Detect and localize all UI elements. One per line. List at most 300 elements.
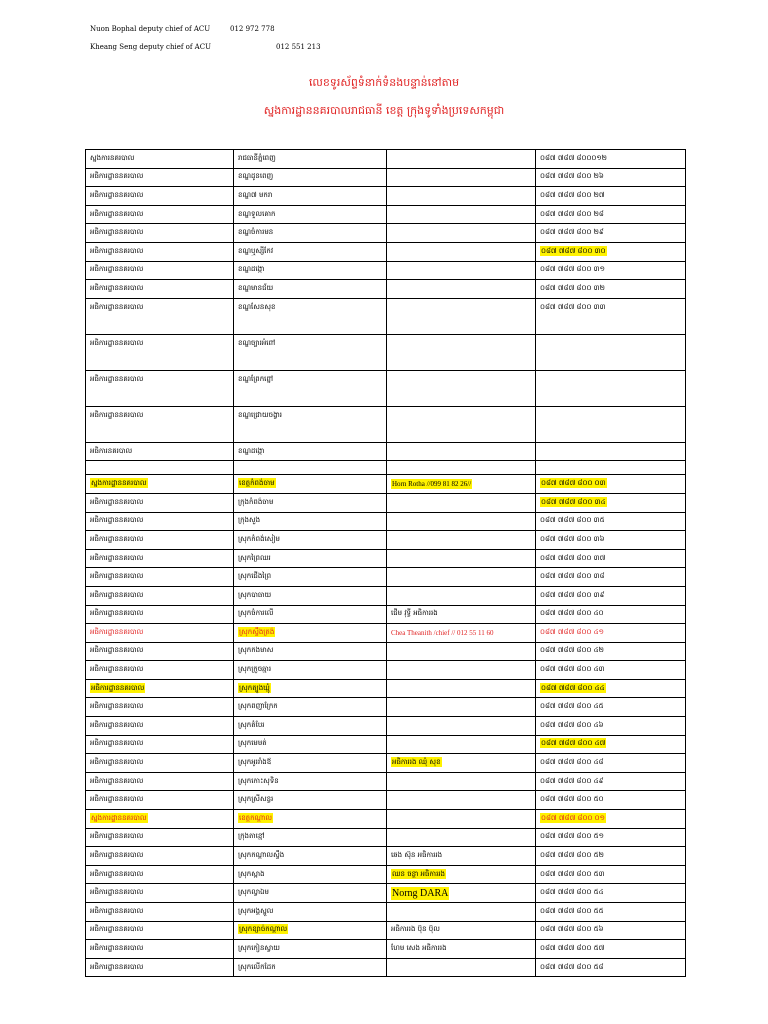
org-cell-text: អធិការដ្ឋាននគរបាល xyxy=(90,338,144,347)
table-row xyxy=(86,903,686,922)
org-cell-text: អធិការដ្ឋាននគរបាល xyxy=(90,869,144,878)
org-cell-text: អធិការដ្ឋាននគរបាល xyxy=(90,209,144,218)
contact-cell xyxy=(387,921,536,940)
contact-cell xyxy=(387,298,536,334)
table-row xyxy=(86,205,686,224)
unit-cell xyxy=(234,754,387,773)
phone-cell xyxy=(536,370,686,406)
unit-cell xyxy=(234,442,387,461)
table-row xyxy=(86,698,686,717)
contact-cell xyxy=(387,642,536,661)
table-row xyxy=(86,187,686,206)
table-row xyxy=(86,828,686,847)
org-cell xyxy=(86,187,234,206)
unit-cell xyxy=(234,605,387,624)
org-cell xyxy=(86,150,234,169)
unit-cell-text: ខេត្តកំពង់ចាម xyxy=(239,479,275,488)
phone-cell-text: ០៨៧ ៧៨៧ ៨០០ ៣៥ xyxy=(540,516,605,525)
contact-name: Nuon Bophal deputy chief of ACU xyxy=(90,25,211,33)
unit-cell-text: ស្រុកលើកដែក xyxy=(238,962,276,971)
unit-cell-text: ស្រុកស្រីសន្ធរ xyxy=(238,795,274,804)
table-row xyxy=(86,940,686,959)
unit-cell xyxy=(234,150,387,169)
phone-cell xyxy=(536,921,686,940)
unit-cell xyxy=(234,493,387,512)
table-row xyxy=(86,549,686,568)
contact-cell xyxy=(387,224,536,243)
org-cell xyxy=(86,642,234,661)
phone-cell xyxy=(536,958,686,977)
unit-cell xyxy=(234,334,387,370)
table-row xyxy=(86,921,686,940)
org-cell xyxy=(86,531,234,550)
unit-cell xyxy=(234,624,387,643)
phone-cell-text: ០៨៧ ៧៨៧ ៨០០ ៥៧ xyxy=(540,943,605,952)
org-cell-text: អធិការដ្ឋាននគរបាល xyxy=(90,832,144,841)
contact-cell xyxy=(387,406,536,442)
phone-cell-text: ០៨៧ ៧៨៧ ៨០០ ២៦ xyxy=(540,172,604,181)
contact-cell xyxy=(387,475,536,494)
phone-cell xyxy=(536,698,686,717)
unit-cell xyxy=(234,168,387,187)
unit-cell xyxy=(234,642,387,661)
phone-cell xyxy=(536,847,686,866)
table-row xyxy=(86,847,686,866)
phone-cell xyxy=(536,717,686,736)
contact-cell xyxy=(387,847,536,866)
contact-cell xyxy=(387,568,536,587)
org-cell-text: អធិការដ្ឋាននគរបាល xyxy=(90,758,144,767)
contact-cell xyxy=(387,828,536,847)
org-cell xyxy=(86,280,234,299)
org-cell xyxy=(86,624,234,643)
unit-cell-text: ខណ្ឌជ្រោយចង្វារ xyxy=(238,410,282,419)
phone-cell xyxy=(536,605,686,624)
contact-cell-text: ជើម វុទ្ធី អធិការរង xyxy=(391,609,438,618)
phone-cell-text: ០៨៧ ៧៨៧ ៨០០ ៥៦ xyxy=(540,925,604,934)
phone-cell xyxy=(536,475,686,494)
table-row xyxy=(86,224,686,243)
phone-cell xyxy=(536,568,686,587)
table-row xyxy=(86,624,686,643)
phone-cell-text: ០៨៧ ៧៨៧ ៨០០ ៣៣ xyxy=(540,302,606,311)
phone-cell-text: ០៨៧ ៧៨៧ ៨០០ ៥២ xyxy=(540,851,604,860)
table-row xyxy=(86,754,686,773)
org-cell-text: ស្នងការដ្ឋាននគរបាល xyxy=(91,479,147,488)
unit-cell-text: រាជធានីភ្នំពេញ xyxy=(238,153,276,162)
table-row xyxy=(86,370,686,406)
phone-cell xyxy=(536,810,686,829)
contact-cell xyxy=(387,717,536,736)
phone-cell xyxy=(536,791,686,810)
contact-cell xyxy=(387,810,536,829)
org-cell-text: អធិការដ្ឋាននគរបាល xyxy=(90,776,144,785)
contact-phone: 012 551 213 xyxy=(276,43,321,51)
unit-cell xyxy=(234,828,387,847)
phone-cell-text: ០៨៧ ៧៨៧ ៨០០ ៣៤ xyxy=(541,497,606,506)
org-cell xyxy=(86,370,234,406)
contact-cell xyxy=(387,187,536,206)
unit-cell xyxy=(234,549,387,568)
phone-cell xyxy=(536,168,686,187)
phone-cell-text: ០៨៧ ៧៨៧ ៨០០ ៥៣ xyxy=(540,869,605,878)
contact-cell xyxy=(387,461,536,475)
phone-cell-text: ០៨៧ ៧៨៧ ៨០០ ៣៩ xyxy=(540,590,605,599)
unit-cell xyxy=(234,810,387,829)
blank-row xyxy=(86,461,686,475)
unit-cell-text: ស្រុកចំការលើ xyxy=(238,609,274,618)
phone-cell-text: ០៨៧ ៧៨៧ ៨០០ ៤៤ xyxy=(541,683,605,692)
org-cell-text: អធិការដ្ឋាននគរបាល xyxy=(90,795,144,804)
org-cell xyxy=(86,661,234,680)
phone-cell xyxy=(536,461,686,475)
phone-cell-text: ០៨៧ ៧៨៧ ៨០០ ៥០ xyxy=(540,795,604,804)
unit-cell xyxy=(234,679,387,698)
contact-cell xyxy=(387,624,536,643)
org-cell xyxy=(86,205,234,224)
table-row xyxy=(86,810,686,829)
contact-cell xyxy=(387,549,536,568)
contact-cell xyxy=(387,150,536,169)
phone-cell-text: ០៨៧ ៧៨៧ ៨០០ ៤១ xyxy=(540,627,604,636)
contact-cell xyxy=(387,772,536,791)
org-cell-text: អធិការដ្ឋាននគរបាល xyxy=(90,190,144,199)
table-row xyxy=(86,568,686,587)
contact-cell xyxy=(387,754,536,773)
phone-cell xyxy=(536,493,686,512)
unit-cell-text: ស្រុកកៀនស្វាយ xyxy=(238,943,280,952)
unit-cell-text: ខណ្ឌច្បារអំពៅ xyxy=(238,338,276,347)
unit-cell-text: ស្រុកក្រូចឆ្មារ xyxy=(238,665,272,674)
unit-cell-text: ស្រុកខ្សាច់កណ្តាល xyxy=(239,925,288,934)
table-row xyxy=(86,865,686,884)
phone-cell-text: ០៨៧ ៧៨៧ ៨០០ ៤៧ xyxy=(541,739,606,748)
phone-cell xyxy=(536,298,686,334)
org-cell xyxy=(86,586,234,605)
phone-cell-text: ០៨៧ ៧៨៧ ៨០០ ៤៣ xyxy=(540,665,605,674)
contact-cell xyxy=(387,531,536,550)
table-row xyxy=(86,884,686,903)
org-cell-text: អធិការដ្ឋាននគរបាល xyxy=(90,888,144,897)
org-cell xyxy=(86,735,234,754)
org-cell-text: អធិការដ្ឋាននគរបាល xyxy=(90,851,144,860)
contact-cell xyxy=(387,958,536,977)
unit-cell xyxy=(234,717,387,736)
org-cell-text: អធិការដ្ឋាននគរបាល xyxy=(90,553,144,562)
phone-cell-text: ០៨៧ ៧៨៧ ៨០០០១២ xyxy=(540,153,607,162)
unit-cell xyxy=(234,940,387,959)
table-row xyxy=(86,334,686,370)
phone-cell-text: ០៨៧ ៧៨៧ ៨០០ ៣៦ xyxy=(540,534,605,543)
phone-cell-text: ០៨៧ ៧៨៧ ៨០០ ៣២ xyxy=(540,283,605,292)
phone-cell xyxy=(536,735,686,754)
contact-phone: 012 972 778 xyxy=(230,25,275,33)
table-row xyxy=(86,475,686,494)
org-cell xyxy=(86,168,234,187)
contact-cell-text: ហែម សេង អធិការរង xyxy=(391,943,447,952)
phone-cell-text: ០៨៧ ៧៨៧ ៨០០ ៥១ xyxy=(540,832,604,841)
unit-cell-text: ស្រុកជើងព្រៃ xyxy=(238,572,272,581)
unit-cell xyxy=(234,661,387,680)
phone-cell-text: ០៨៧ ៧៨៧ ៨០០ ៤០ xyxy=(540,609,604,618)
phone-cell xyxy=(536,205,686,224)
org-cell-text: អធិការដ្ឋាននគរបាល xyxy=(90,906,144,915)
unit-cell-text: ស្រុកព្រៃឈរ xyxy=(238,553,271,562)
unit-cell-text: ខណ្ឌទួលគោក xyxy=(238,209,276,218)
contact-cell xyxy=(387,791,536,810)
org-cell-text: អធិការដ្ឋាននគរបាល xyxy=(90,172,144,181)
unit-cell xyxy=(234,958,387,977)
org-cell-text: អធិការដ្ឋាននគរបាល xyxy=(90,302,144,311)
unit-cell xyxy=(234,280,387,299)
table-row xyxy=(86,298,686,334)
phone-cell xyxy=(536,903,686,922)
unit-cell-text: ស្រុកមេមត់ xyxy=(238,739,267,748)
org-cell-text: អធិការដ្ឋាននគរបាល xyxy=(90,516,144,525)
table-row xyxy=(86,958,686,977)
org-cell-text: អធិការដ្ឋាននគរបាល xyxy=(90,627,144,636)
unit-cell-text: ស្រុកកណ្តាលស្ទឹង xyxy=(238,851,285,860)
table-row xyxy=(86,242,686,261)
unit-cell-text: ខណ្ឌដង្កោ xyxy=(238,446,265,455)
org-cell-text: អធិការដ្ឋាននគរបាល xyxy=(90,962,144,971)
unit-cell xyxy=(234,224,387,243)
unit-cell-text: ស្រុកតំបែរ xyxy=(238,720,265,729)
phone-cell-text: ០៨៧ ៧៨៧ ៨០០ ០១ xyxy=(541,813,605,822)
unit-cell-text: ស្រុកអង្គស្នួល xyxy=(238,906,274,915)
contact-cell xyxy=(387,940,536,959)
contact-cell-text: អធិការរង ប៊ុន ប៊ុល xyxy=(391,925,440,934)
org-cell-text: អធិការដ្ឋាននគរបាល xyxy=(90,228,144,237)
phone-cell-text: ០៨៧ ៧៨៧ ៨០០ ០៣ xyxy=(541,479,606,488)
phone-cell-text: ០៨៧ ៧៨៧ ៨០០ ៣៧ xyxy=(540,553,606,562)
org-cell-text: អធិការដ្ឋាននគរបាល xyxy=(90,720,144,729)
unit-cell-text: ខណ្ឌដូនពេញ xyxy=(238,172,274,181)
unit-cell-text: ក្រុងកំពង់ចាម xyxy=(238,497,274,506)
unit-cell-text: ស្រុកល្វាឯម xyxy=(238,888,269,897)
table-row xyxy=(86,280,686,299)
phone-cell-text: ០៨៧ ៧៨៧ ៨០០ ៤២ xyxy=(540,646,604,655)
phone-cell xyxy=(536,531,686,550)
unit-cell xyxy=(234,531,387,550)
org-cell xyxy=(86,772,234,791)
unit-cell-text: ស្រុកពញាក្រែក xyxy=(238,702,278,711)
phone-cell xyxy=(536,624,686,643)
phone-cell xyxy=(536,865,686,884)
org-cell xyxy=(86,493,234,512)
phone-cell xyxy=(536,586,686,605)
org-cell-text: អធិការដ្ឋាននគរបាល xyxy=(90,572,144,581)
org-cell-text: ស្នងការដ្ឋាននគរបាល xyxy=(91,813,147,822)
table-row xyxy=(86,679,686,698)
contact-cell xyxy=(387,442,536,461)
table-row xyxy=(86,261,686,280)
unit-cell-text: ស្រុកកងមាស xyxy=(238,646,274,655)
unit-cell-text: ស្រុកស្អាង xyxy=(238,869,265,878)
org-cell xyxy=(86,754,234,773)
contact-cell-text: Norng DARA xyxy=(392,887,449,899)
unit-cell-text: ខណ្ឌដង្កោ xyxy=(238,265,265,274)
phone-cell xyxy=(536,187,686,206)
org-cell-text: អធិការដ្ឋាននគរបាល xyxy=(90,943,144,952)
unit-cell-text: ខណ្ឌព្រែកព្នៅ xyxy=(238,374,274,383)
phone-cell xyxy=(536,334,686,370)
org-cell xyxy=(86,549,234,568)
unit-cell xyxy=(234,884,387,903)
contact-cell xyxy=(387,865,536,884)
org-cell xyxy=(86,512,234,531)
unit-cell xyxy=(234,586,387,605)
org-cell-text: អធិការដ្ឋាននគរបាល xyxy=(90,410,144,419)
phone-cell-text: ០៨៧ ៧៨៧ ៨០០ ២៨ xyxy=(540,209,604,218)
contact-cell xyxy=(387,280,536,299)
unit-cell xyxy=(234,847,387,866)
phone-cell-text: ០៨៧ ៧៨៧ ៨០០ ៣១ xyxy=(540,265,605,274)
unit-cell-text: ស្រុកស្ទឹងត្រង់ xyxy=(239,627,275,636)
table-row xyxy=(86,791,686,810)
org-cell-text: អធិការដ្ឋាននគរបាល xyxy=(90,246,144,255)
org-cell-text: អធិការដ្ឋាននគរបាល xyxy=(90,702,144,711)
org-cell xyxy=(86,242,234,261)
title-line-1: លេខទូរស័ព្ទទំនាក់ទំនងបន្ទាន់នៅតាម xyxy=(308,76,460,89)
phone-cell-text: ០៨៧ ៧៨៧ ៨០០ ៤៨ xyxy=(540,758,604,767)
unit-cell xyxy=(234,698,387,717)
table-row xyxy=(86,772,686,791)
org-cell xyxy=(86,261,234,280)
org-cell-text: អធិការដ្ឋាននគរបាល xyxy=(91,683,145,692)
org-cell-text: អធិការដ្ឋាននគរបាល xyxy=(90,925,144,934)
org-cell xyxy=(86,406,234,442)
unit-cell-text: ខណ្ឌ៧ មករា xyxy=(238,190,273,199)
phone-cell xyxy=(536,512,686,531)
unit-cell-text: ស្រុកកោះសុទិន xyxy=(238,776,279,785)
unit-cell xyxy=(234,406,387,442)
phone-cell xyxy=(536,679,686,698)
contact-cell xyxy=(387,242,536,261)
unit-cell-text: ស្រុកត្បូងឃ្មុំ xyxy=(239,683,270,692)
org-cell-text: ស្នងការនគរបាល xyxy=(90,153,135,162)
org-cell xyxy=(86,791,234,810)
org-cell-text: អធិការដ្ឋាននគរបាល xyxy=(90,534,144,543)
document-title xyxy=(0,72,768,122)
phone-cell xyxy=(536,280,686,299)
phone-cell-text: ០៨៧ ៧៨៧ ៨០០ ៣៨ xyxy=(540,572,605,581)
org-cell-text: អធិការនគរបាល xyxy=(90,446,133,455)
table-row xyxy=(86,406,686,442)
unit-cell-text: ខណ្ឌមានជ័យ xyxy=(238,283,274,292)
org-cell-text: អធិការដ្ឋាននគរបាល xyxy=(90,646,144,655)
contact-cell xyxy=(387,370,536,406)
title-line-2: ស្នងការដ្ឋាននគរបាលរាជធានី ខេត្ត ក្រុងទូទាំងប្រទេសកម្ពុជា xyxy=(263,104,505,117)
table-row xyxy=(86,150,686,169)
org-cell xyxy=(86,828,234,847)
org-cell-text: អធិការដ្ឋាននគរបាល xyxy=(90,665,144,674)
phone-cell-text: ០៨៧ ៧៨៧ ៨០០ ២៩ xyxy=(540,228,604,237)
org-cell-text: អធិការដ្ឋាននគរបាល xyxy=(90,609,144,618)
unit-cell xyxy=(234,865,387,884)
unit-cell-text: ខេត្តកណ្តាល xyxy=(239,813,272,822)
org-cell xyxy=(86,847,234,866)
unit-cell-text: ខណ្ឌសែនសុខ xyxy=(238,302,276,311)
contact-name: Kheang Seng deputy chief of ACU xyxy=(90,43,211,51)
org-cell xyxy=(86,334,234,370)
org-cell xyxy=(86,298,234,334)
unit-cell xyxy=(234,475,387,494)
phone-cell-text: ០៨៧ ៧៨៧ ៨០០ ៣០ xyxy=(541,246,606,255)
contact-cell xyxy=(387,205,536,224)
unit-cell xyxy=(234,298,387,334)
org-cell xyxy=(86,698,234,717)
contact-cell xyxy=(387,168,536,187)
contact-cell xyxy=(387,605,536,624)
phone-cell xyxy=(536,828,686,847)
phone-cell xyxy=(536,150,686,169)
unit-cell xyxy=(234,461,387,475)
unit-cell xyxy=(234,791,387,810)
phone-cell xyxy=(536,884,686,903)
phone-cell xyxy=(536,772,686,791)
contact-cell-text: Chea Theanith /chief // 012 55 11 60 xyxy=(391,628,494,637)
unit-cell-text: ខណ្ឌឬស្សីកែវ xyxy=(238,246,274,255)
table-row xyxy=(86,605,686,624)
org-cell xyxy=(86,442,234,461)
org-cell-text: អធិការដ្ឋាននគរបាល xyxy=(90,497,144,506)
org-cell-text: អធិការដ្ឋាននគរបាល xyxy=(90,590,144,599)
unit-cell-text: ស្រុកអូររាំងឪ xyxy=(238,758,272,767)
contact-cell-text: Horn Rotha //099 81 82 26// xyxy=(392,480,472,489)
table-row xyxy=(86,735,686,754)
unit-cell-text: ស្រុកបាធាយ xyxy=(238,590,272,599)
org-cell xyxy=(86,461,234,475)
phone-cell-text: ០៨៧ ៧៨៧ ៨០០ ៥៥ xyxy=(540,906,604,915)
unit-cell xyxy=(234,921,387,940)
table-row xyxy=(86,512,686,531)
unit-cell-text: ក្រុងតាខ្មៅ xyxy=(238,832,265,841)
contact-cell xyxy=(387,903,536,922)
org-cell xyxy=(86,940,234,959)
table-row xyxy=(86,531,686,550)
unit-cell-text: ក្រុងសួង xyxy=(238,516,261,525)
contact-cell-text: ឆេង ស៊ុន អធិការរង xyxy=(391,851,443,860)
phone-cell xyxy=(536,940,686,959)
phone-cell-text: ០៨៧ ៧៨៧ ៨០០ ៤៥ xyxy=(540,702,604,711)
phone-cell xyxy=(536,224,686,243)
unit-cell xyxy=(234,261,387,280)
org-cell xyxy=(86,921,234,940)
org-cell xyxy=(86,958,234,977)
table-row xyxy=(86,442,686,461)
unit-cell xyxy=(234,205,387,224)
directory-table xyxy=(85,149,686,977)
contact-cell xyxy=(387,493,536,512)
org-cell xyxy=(86,605,234,624)
contact-cell xyxy=(387,586,536,605)
table-row xyxy=(86,661,686,680)
contact-cell xyxy=(387,735,536,754)
phone-cell-text: ០៨៧ ៧៨៧ ៨០០ ៤៩ xyxy=(540,776,604,785)
unit-cell xyxy=(234,512,387,531)
contact-cell xyxy=(387,261,536,280)
unit-cell xyxy=(234,735,387,754)
org-cell xyxy=(86,884,234,903)
org-cell-text: អធិការដ្ឋាននគរបាល xyxy=(90,374,144,383)
org-cell xyxy=(86,679,234,698)
phone-cell-text: ០៨៧ ៧៨៧ ៨០០ ៥៨ xyxy=(540,962,604,971)
phone-cell xyxy=(536,406,686,442)
org-cell xyxy=(86,810,234,829)
table-row xyxy=(86,586,686,605)
org-cell xyxy=(86,568,234,587)
